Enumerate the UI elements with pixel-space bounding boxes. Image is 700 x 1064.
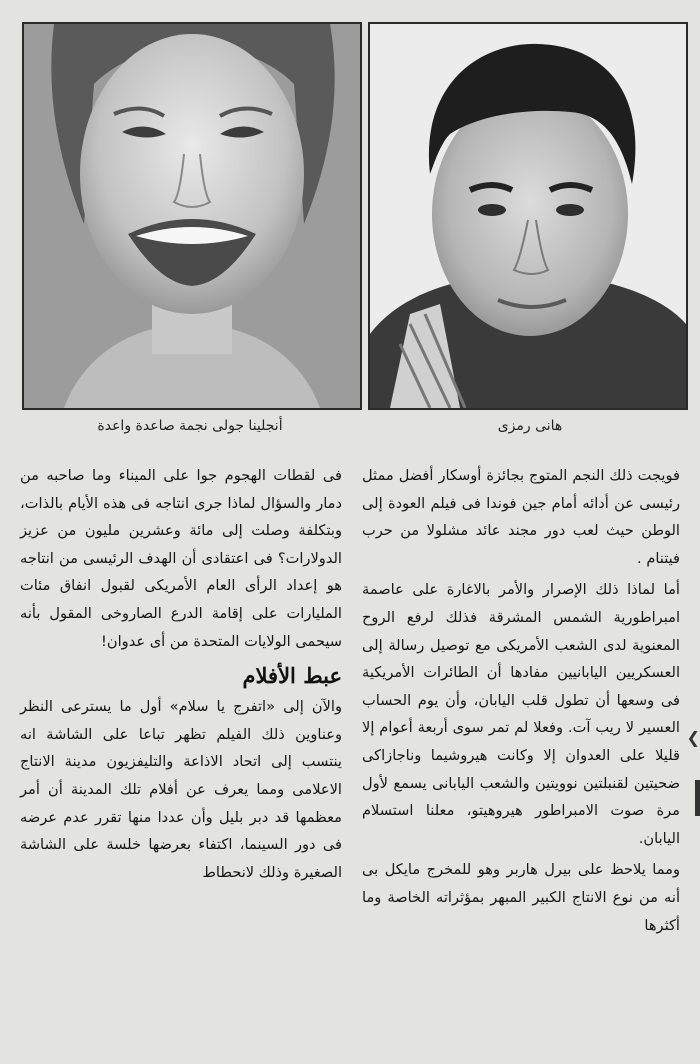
paragraph: فى لقطات الهجوم جوا على الميناء وما صاحبه من دمار والسؤال لماذا جرى انتاجه فى هذه الأيام بالذات، وبتكلفة وصلت إلى مائة وعشرين مليون من عزيز الدولارات؟ فى اعتقادى أن الهدف الرئيسى من انتاجه هو إعداد الرأى العام الأمريكى لقبول انفاق مئات المليارات على إقامة الدرع الصاروخى المقول بأنه سيحمى الولايات المتحدة من أى عدوان! — [20, 467, 342, 650]
section-heading: عبط الأفلام — [242, 663, 342, 689]
paragraph: ومما يلاحظ على بيرل هاربر وهو للمخرج مايكل بى أنه من نوع الانتاج الكبير المبهر بمؤثراته الخاصة وما أكثرها — [362, 861, 680, 934]
article-column-right — [362, 462, 680, 943]
photo-right — [368, 22, 688, 410]
photo-left — [22, 22, 362, 410]
caption-left: أنجلينا جولى نجمة صاعدة واعدة — [97, 418, 283, 434]
man-portrait-image — [370, 24, 686, 408]
page-edge-marker — [695, 780, 700, 816]
paragraph: أما لماذا ذلك الإصرار والأمر بالاغارة على عاصمة امبراطورية الشمس المشرقة فذلك لرفع الروح المعنوية لدى الشعب الأمريكى مع توصيل رسالة إلى العسكريين اليابانيين مفادها أن الطائرات الأمريكية فى وسعها أن تطول قلب اليابان، وأن يوم الحساب العسير لا ريب آت. وفعلا لم تمر سوى أربعة أعوام إلا قليلا على العدوان إلا وكانت هيروشيما وناجازاكى ضحيتين لقنبلتين نوويتين والشعب اليابانى يسمع لأول مرة صوت الامبراطور هيروهيتو، معلنا استسلام اليابان. — [362, 581, 680, 847]
paragraph: فويجت ذلك النجم المتوج بجائزة أوسكار أفضل ممثل رئيسى عن أدائه أمام جين فوندا فى فيلم العودة إلى الوطن حيث لعب دور مجند عائد مشلولا من حرب فيتنام . — [362, 467, 680, 567]
article-column-left — [20, 462, 342, 890]
caption-right: هانى رمزى — [497, 418, 563, 434]
paragraph: والآن إلى «اتفرج يا سلام» أول ما يسترعى النظر وعناوين ذلك الفيلم تظهر تباعا على الشاشة انه ينتسب إلى اتحاد الاذاعة والتليفزيون مدينة الانتاج الاعلامى ومما يعرف عن أفلام تلك المدينة أن أمر معظمها قد دبر بليل وأن عددا منها تقرر عدم عرضه فى دور السينما، اكتفاء بعرضها خلسة على الشاشة الصغيرة وذلك لانحطاط — [20, 698, 342, 881]
woman-smiling-portrait-image — [24, 24, 360, 408]
chevron-left-icon: ❮ — [686, 728, 700, 747]
